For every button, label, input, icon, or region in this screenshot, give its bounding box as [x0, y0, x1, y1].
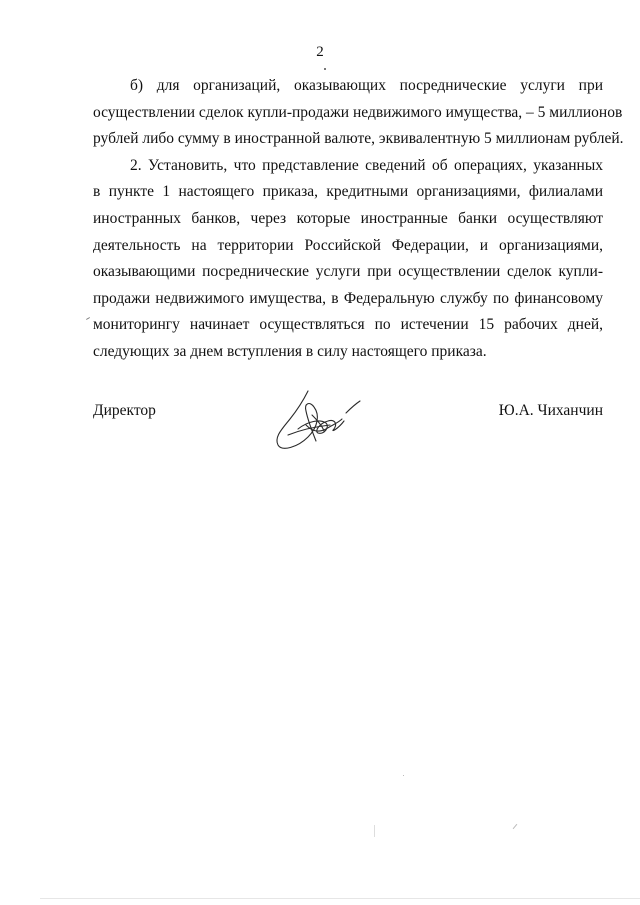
- scan-speck: [513, 824, 518, 829]
- paragraph-2-line: мониторингу начинает осуществляться по истечении 15 рабочих дней,: [93, 316, 603, 334]
- scan-speck: [374, 825, 375, 837]
- paragraph-2-line: в пункте 1 настоящего приказа, кредитными организациями, филиалами: [93, 183, 603, 201]
- page-number: 2: [316, 44, 324, 60]
- paragraph-2: [93, 153, 603, 366]
- document-body: [93, 73, 624, 366]
- paragraph-b: [93, 73, 624, 153]
- scan-speck: [40, 898, 640, 899]
- signatory-name: Ю.А. Чиханчин: [498, 402, 603, 419]
- paragraph-2-line: 2. Установить, что представление сведений об операциях, указанных: [130, 156, 603, 174]
- paragraph-b-line: б) для организаций, оказывающих посреднические услуги при: [130, 77, 603, 94]
- paragraph-2-line: иностранных банков, через которые иностранные банки осуществляют: [93, 209, 603, 227]
- scan-speck: [86, 317, 90, 320]
- paragraph-2-line: следующих за днем вступления в силу настоящего приказа.: [93, 342, 487, 360]
- paragraph-2-line: оказывающими посреднические услуги при осуществлении сделок купли-: [93, 263, 603, 281]
- paragraph-2-line: деятельность на территории Российской Федерации, и организациями,: [93, 236, 603, 254]
- paragraph-2-line: продажи недвижимого имущества, в Федеральную службу по финансовому: [93, 289, 603, 307]
- paragraph-b-line: осуществлении сделок купли-продажи недвижимого имущества, – 5 миллионов: [93, 103, 623, 121]
- signatory-title: Директор: [93, 402, 156, 419]
- handwritten-signature-icon: [268, 385, 364, 455]
- paragraph-b-line: рублей либо сумму в иностранной валюте, эквивалентную 5 миллионам рублей.: [93, 130, 624, 148]
- scan-speck: [324, 68, 326, 70]
- scan-speck: [403, 775, 404, 776]
